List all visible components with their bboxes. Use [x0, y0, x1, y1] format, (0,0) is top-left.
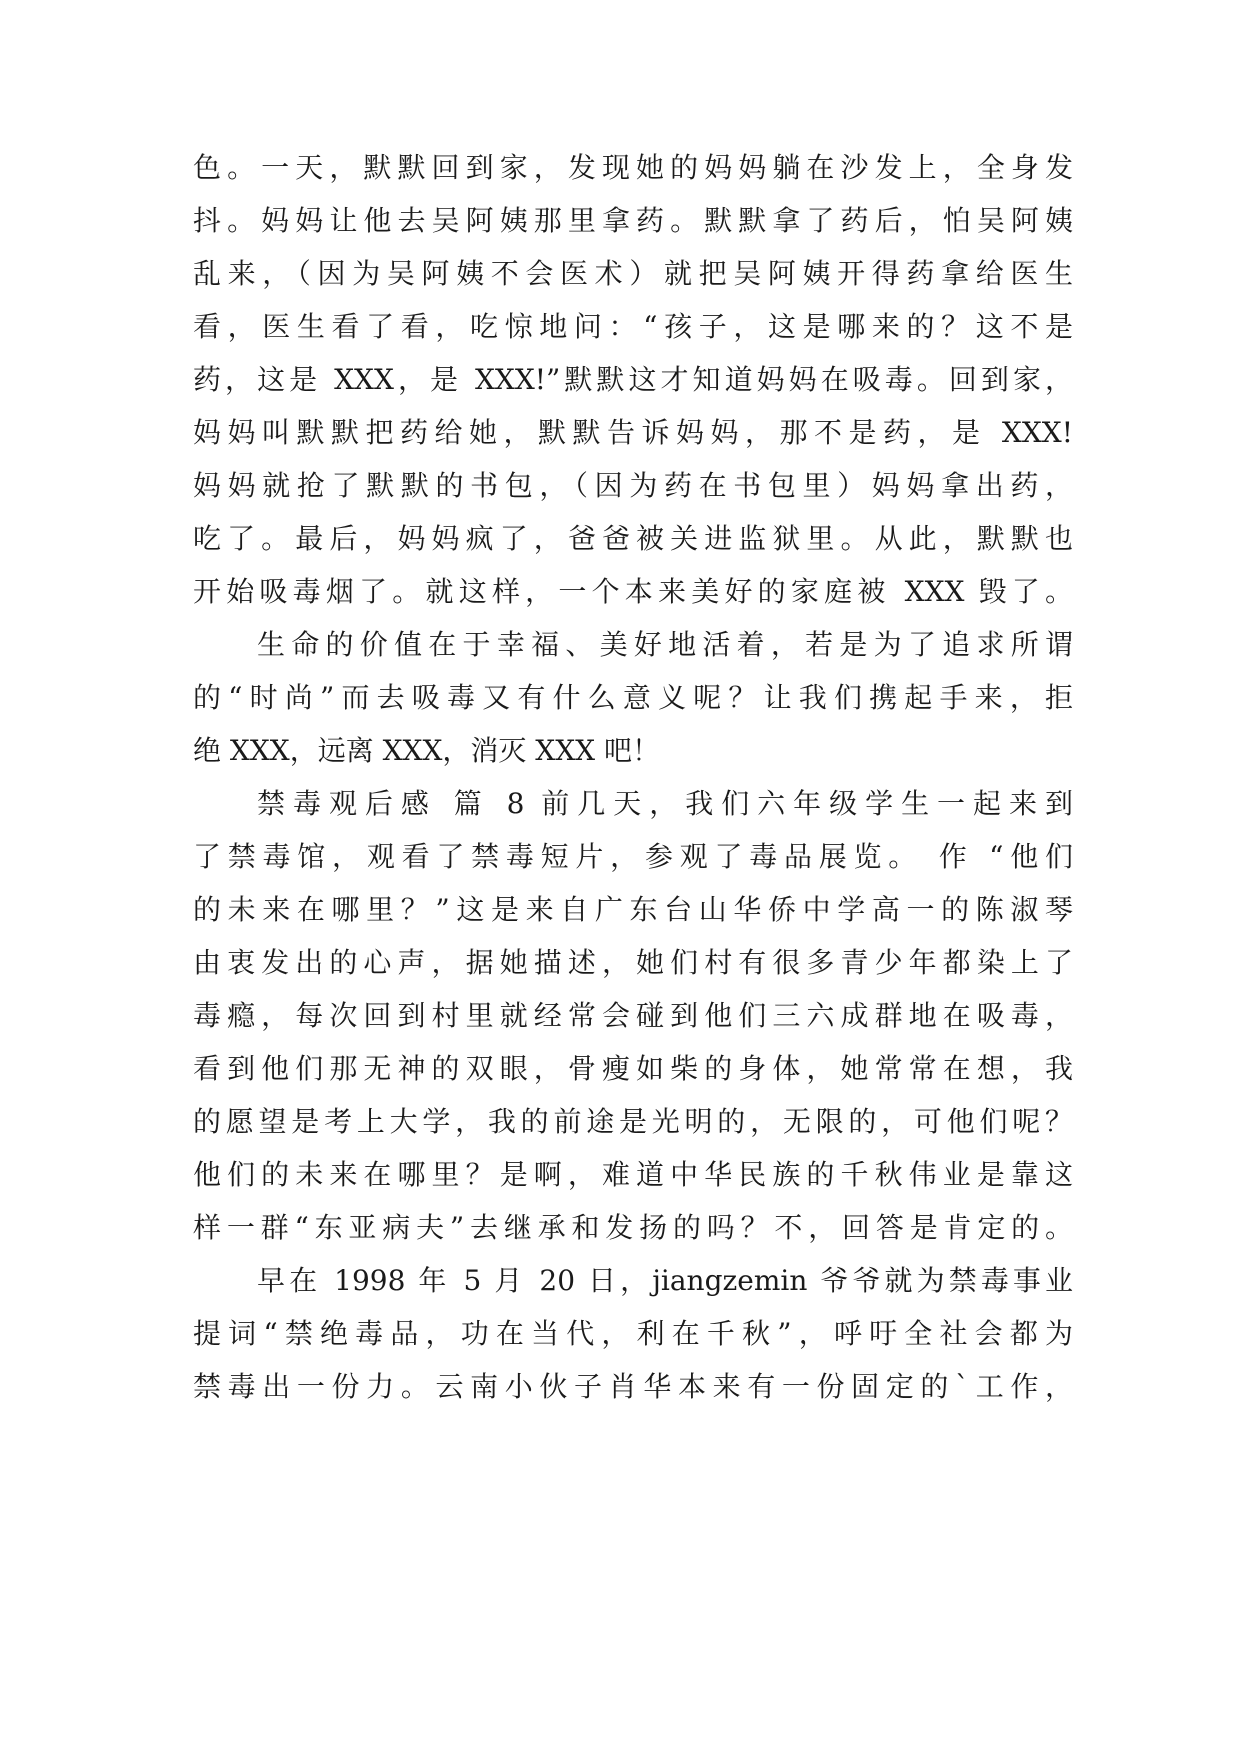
- text-line: 了禁毒馆，观看了禁毒短片，参观了毒品展览。 作 “他们: [193, 840, 1073, 873]
- text-line: 色。一天，默默回到家，发现她的妈妈躺在沙发上，全身发: [193, 151, 1073, 184]
- text-line: 吃了。最后，妈妈疯了，爸爸被关进监狱里。从此，默默也: [193, 522, 1073, 555]
- paragraph-first-line: 生命的价值在于幸福、美好地活着，若是为了追求所谓: [257, 628, 1073, 661]
- text-line: 毒瘾，每次回到村里就经常会碰到他们三六成群地在吸毒，: [193, 999, 1073, 1032]
- text-line: 看，医生看了看，吃惊地问：“孩子，这是哪来的？这不是: [193, 310, 1073, 343]
- text-line: 药，这是 XXX，是 XXX!”默默这才知道妈妈在吸毒。回到家，: [193, 363, 1073, 396]
- paragraph-last-line: 绝 XXX，远离 XXX，消灭 XXX 吧！: [193, 734, 661, 767]
- text-line: 乱来，（因为吴阿姨不会医术）就把吴阿姨开得药拿给医生: [193, 257, 1073, 290]
- text-line: 妈妈就抢了默默的书包，（因为药在书包里）妈妈拿出药，: [193, 469, 1073, 502]
- text-line: 看到他们那无神的双眼，骨瘦如柴的身体，她常常在想，我: [193, 1052, 1073, 1085]
- text-line: 提词“禁绝毒品，功在当代，利在千秋”，呼吁全社会都为: [193, 1317, 1073, 1350]
- paragraph-first-line: 早在 1998 年 5 月 20 日，jiangzemin 爷爷就为禁毒事业: [257, 1264, 1073, 1297]
- text-line: 的愿望是考上大学，我的前途是光明的，无限的，可他们呢？: [193, 1105, 1073, 1138]
- text-line: 开始吸毒烟了。就这样，一个本来美好的家庭被 XXX 毁了。: [193, 575, 1073, 608]
- text-line: 的“时尚”而去吸毒又有什么意义呢？让我们携起手来，拒: [193, 681, 1073, 714]
- text-line: 样一群“东亚病夫”去继承和发扬的吗？不，回答是肯定的。: [193, 1211, 1073, 1244]
- text-line: 禁毒出一份力。云南小伙子肖华本来有一份固定的`工作，: [193, 1370, 1073, 1403]
- text-line: 妈妈叫默默把药给她，默默告诉妈妈，那不是药，是 XXX!: [193, 416, 1073, 449]
- text-line: 抖。妈妈让他去吴阿姨那里拿药。默默拿了药后，怕吴阿姨: [193, 204, 1073, 237]
- section-heading-line: 禁毒观后感 篇 8 前几天，我们六年级学生一起来到: [257, 787, 1073, 820]
- text-line: 由衷发出的心声，据她描述，她们村有很多青少年都染上了: [193, 946, 1073, 979]
- text-line: 他们的未来在哪里？是啊，难道中华民族的千秋伟业是靠这: [193, 1158, 1073, 1191]
- text-line: 的未来在哪里？”这是来自广东台山华侨中学高一的陈淑琴: [193, 893, 1073, 926]
